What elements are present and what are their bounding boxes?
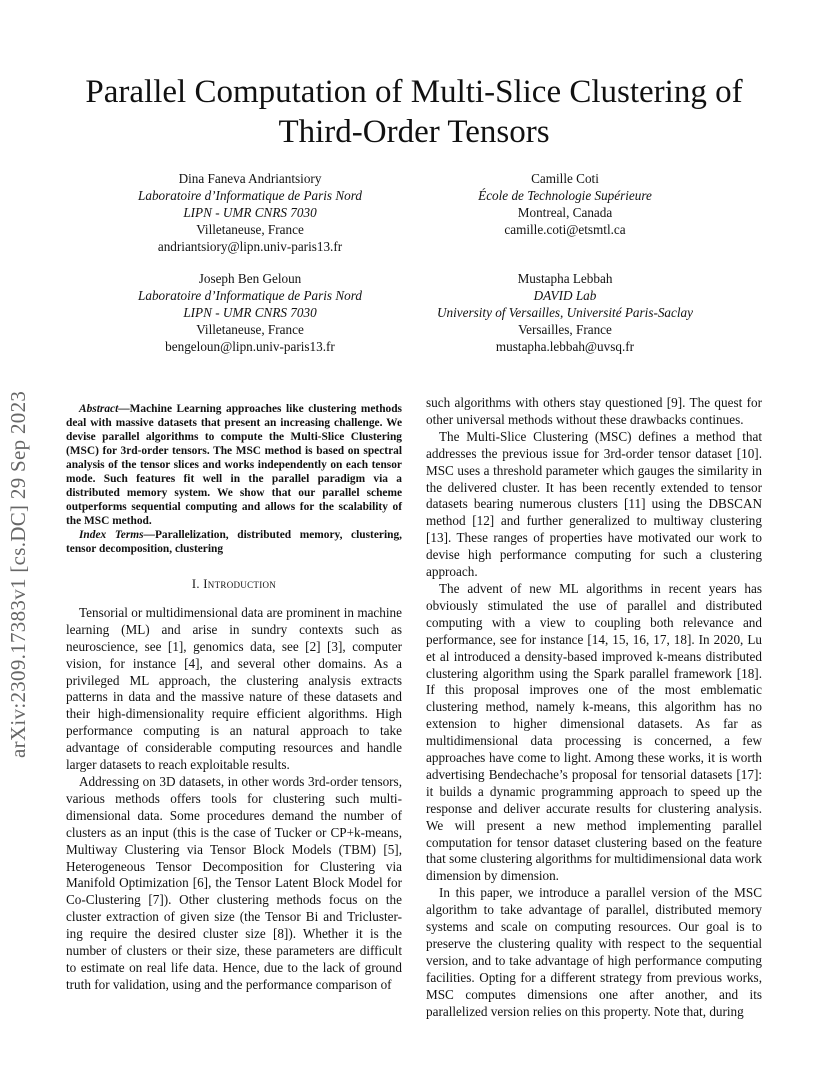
author-name: Joseph Ben Geloun (198, 271, 302, 286)
author-unit: University of Versailles, Université Paris-Saclay (436, 305, 693, 320)
author-block-2 (430, 170, 700, 238)
author-name: Dina Faneva Andriantsiory (178, 171, 322, 186)
author-name: Camille Coti (531, 171, 599, 186)
paragraph: In this paper, we introduce a parallel version of the MSC algorithm to take advantage of parallel, distributed memory systems and scale on computing resources. Our goal is to preserve the clustering quality with respect to the sequential version, and to take advantage of high performance computing facilities. Opting for a different strategy from previous works, MSC computes dimensions one after another, and its parallelized version relies on this property. Note that, during (426, 885, 762, 1019)
title-line-1: Parallel Computation of Multi-Slice Clustering of (85, 74, 743, 110)
paragraph: Addressing on 3D datasets, in other words 3rd-order tensors, various methods offers tools for clustering such multi-dimensional data. Some procedures demand the number of clusters as an input (this is the case of Tucker or CP+k-means, Multiway Clustering via Tensor Block Models (TBM) [5], Heterogeneous Tensor Decomposition for Clustering via Manifold Optimization [6], the Tensor Latent Block Model for Co-Clustering [7]). Other clustering methods focus on the cluster extraction of given size (the Tensor Bi and Tricluster-ing require the desired cluster size [8]). Whether it is the number of clusters or their size, these parameters are difficult to estimate on real life data. Hence, due to the lack of ground truth for validation, using and the performance comparison of (66, 773, 402, 992)
author-affiliation: DAVID Lab (533, 288, 597, 303)
author-affiliation: Laboratoire d’Informatique de Paris Nord (138, 188, 362, 203)
section-number: I. (191, 577, 200, 591)
author-block-4 (410, 270, 720, 355)
paragraph: The advent of new ML algorithms in recent years has obviously stimulated the use of parallel and distributed computing with a view to coupling both relevance and performance, see for instance [14, 15, 16, 17, 18]. In 2020, Lu et al introduced a density-based improved k-means distributed clustering algorithm using the Spark parallel framework [18]. If this proposal improves one of the most emblematic clustering method, namely k-means, this algorithm has no extension to higher dimensional datasets. As far as multidimensional data processing is concerned, a few approaches have come to light. Among these works, it is worth advertising Bendechache’s proposal for tensorial datasets [17]: it builds a dynamic programming approach to speed up the response and deliver accurate results for clustering analysis. We will present a new method implementing parallel computation for tensor dataset clustering based on the feature that some clustering algorithms for multidimensional data work dimension by dimension. (426, 580, 762, 884)
right-column (426, 395, 762, 1021)
author-city: Montreal, Canada (517, 205, 613, 220)
author-email[interactable]: andriantsiory@lipn.univ-paris13.fr (157, 239, 343, 254)
arxiv-stamp: arXiv:2309.17383v1 [cs.DC] 29 Sep 2023 (6, 390, 30, 758)
author-unit: LIPN - UMR CNRS 7030 (183, 305, 317, 320)
abstract-label: Abstract (79, 403, 119, 415)
author-email[interactable]: bengeloun@lipn.univ-paris13.fr (165, 339, 335, 354)
author-email[interactable]: mustapha.lebbah@uvsq.fr (495, 339, 635, 354)
index-terms-text: —Parallelization, distributed memory, clustering, tensor decomposition, clustering (66, 529, 402, 555)
paragraph: Tensorial or multidimensional data are prominent in machine learning (ML) and arise in sundry contexts such as neuroscience, see [1], genomics data, see [2] [3], computer vision, for instance [4], and several other domains. As a privileged ML approach, the clustering analysis extracts patterns in data and the massive nature of these datasets and their high-dimensionality require efficient algorithms. High performance computing is an natural approach to take advantage of considerable computing resources and handle larger datasets to reach exploitable results. (66, 604, 402, 773)
paragraph: such algorithms with others stay questioned [9]. The quest for other universal methods without these drawbacks continues. (426, 395, 762, 427)
author-block-1 (130, 170, 370, 255)
index-terms (66, 528, 402, 556)
author-city: Villetaneuse, France (196, 322, 304, 337)
abstract (66, 402, 402, 528)
title-line-2: Third-Order Tensors (278, 114, 550, 150)
section-title: Introduction (203, 577, 277, 591)
author-name: Mustapha Lebbah (517, 271, 613, 286)
abstract-text: —Machine Learning approaches like clustering methods deal with massive datasets that present an increasing challenge. We devise parallel algorithms to compute the Multi-Slice Clustering (MSC) for 3rd-order tensors. The MSC method is based on spectral analysis of the tensor slices and works independently on each tensor mode. Such features fit well in the parallel paradigm via a distributed memory system. We show that our parallel scheme outperforms sequential computing and allows for the scalability of the MSC method. (66, 403, 402, 527)
section-heading (66, 576, 402, 593)
author-city: Versailles, France (518, 322, 612, 337)
author-affiliation: École de Technologie Supérieure (478, 188, 652, 203)
left-column (66, 402, 402, 994)
author-affiliation: Laboratoire d’Informatique de Paris Nord (138, 288, 362, 303)
index-terms-label: Index Terms (79, 529, 144, 541)
paper-title (60, 72, 768, 152)
paragraph: The Multi-Slice Clustering (MSC) defines a method that addresses the previous issue for 3rd-order tensor dataset [10]. MSC uses a threshold parameter which gauges the similarity in the delivered cluster. It has been recently extended to tensor datasets bearing numerous clusters [11] using the DBSCAN method [12] and further generalized to multiway clustering [13]. These ranges of properties have motivated our work to devise high performance computing for such a clustering approach. (426, 428, 762, 580)
author-email[interactable]: camille.coti@etsmtl.ca (504, 222, 626, 237)
author-city: Villetaneuse, France (196, 222, 304, 237)
author-block-3 (130, 270, 370, 355)
author-unit: LIPN - UMR CNRS 7030 (183, 205, 317, 220)
